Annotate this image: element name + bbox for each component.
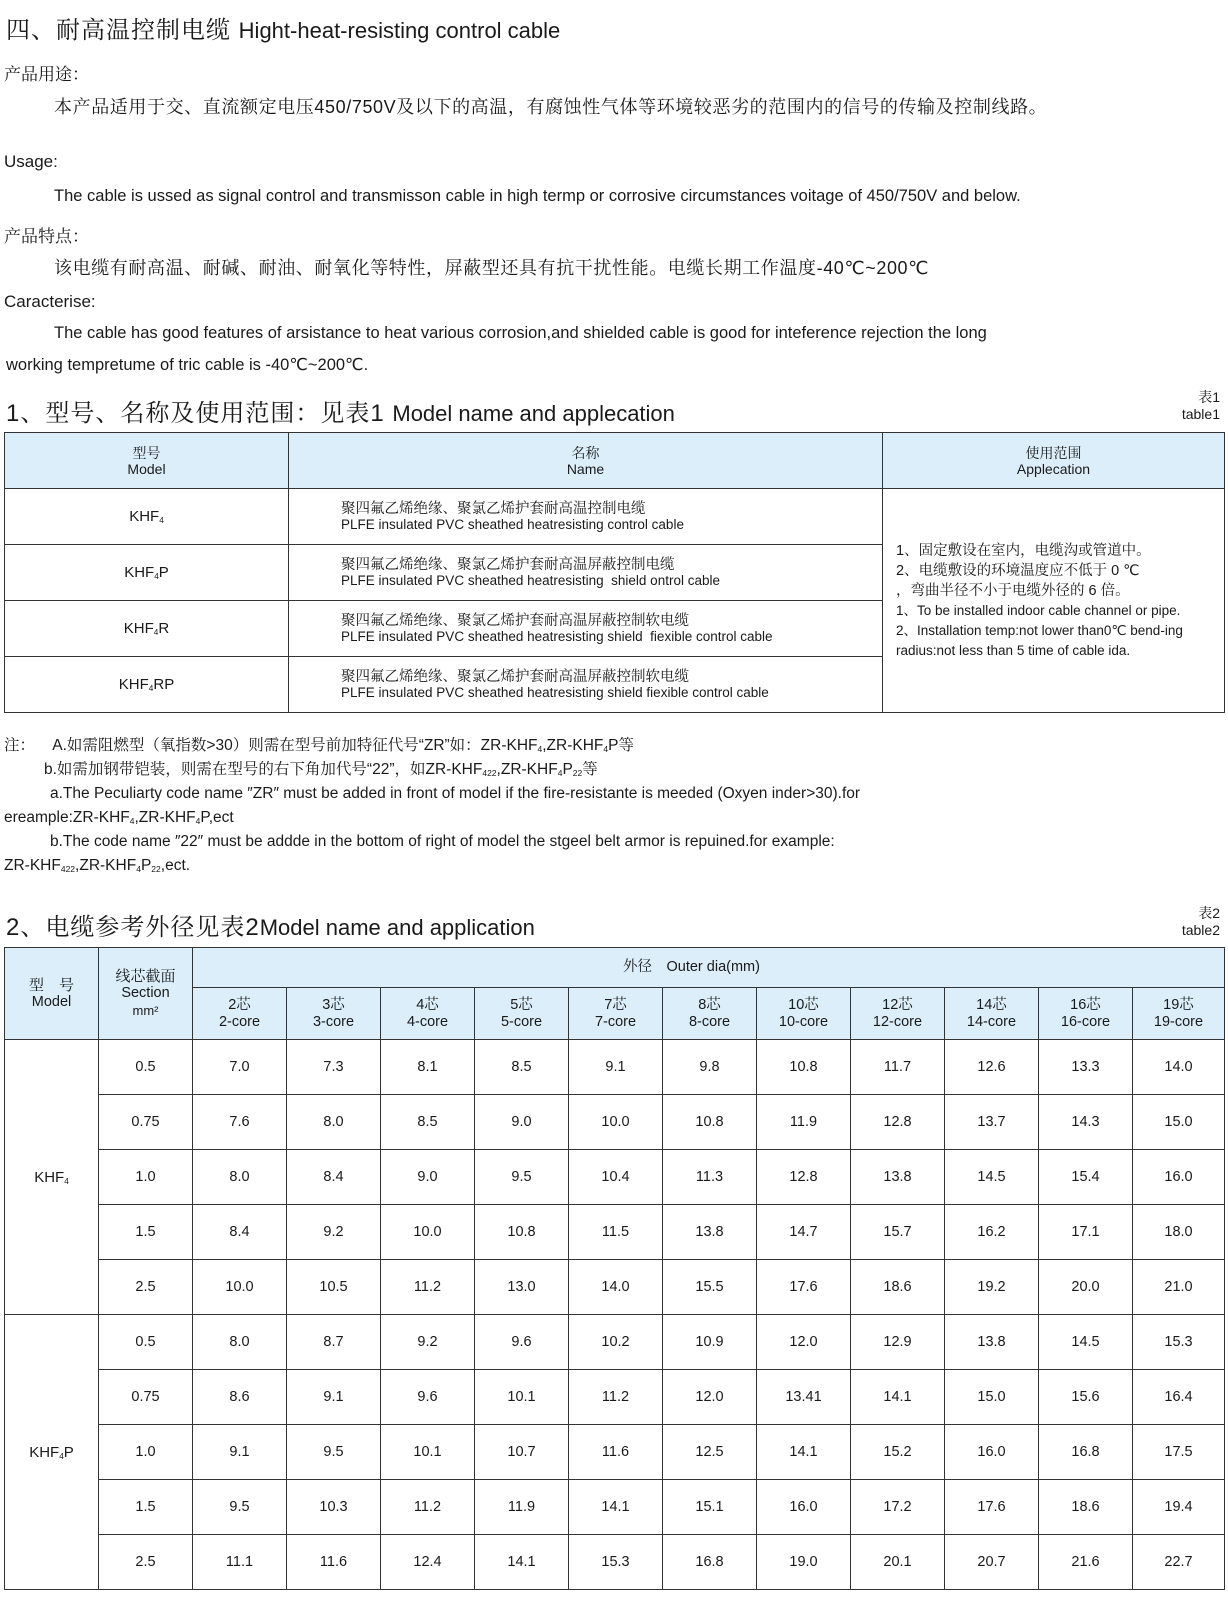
usage-text-zh: 本产品适用于交、直流额定电压450/750V及以下的高温，有腐蚀性气体等环境较恶劣的范围内的信号的传输及控制线路。 <box>54 97 1048 117</box>
diameter-cell: 16.2 <box>945 1205 1039 1260</box>
diameter-cell: 9.1 <box>569 1040 663 1095</box>
diameter-cell: 17.5 <box>1133 1425 1225 1480</box>
diameter-cell: 15.3 <box>569 1535 663 1590</box>
section-cell: 1.5 <box>99 1205 193 1260</box>
diameter-cell: 9.2 <box>381 1315 475 1370</box>
name-en: PLFE insulated PVC sheathed heatresisting shield fiexible control cable <box>341 628 773 644</box>
core-header-zh: 10芯 <box>788 996 819 1013</box>
core-header-zh: 7芯 <box>604 996 627 1013</box>
core-header <box>663 988 757 1040</box>
diameter-cell: 10.1 <box>475 1370 569 1425</box>
note-subscript: 422 <box>60 864 76 875</box>
diameter-cell: 11.2 <box>569 1370 663 1425</box>
core-header-en: 14-core <box>966 1013 1017 1030</box>
diameter-cell: 17.6 <box>945 1480 1039 1535</box>
diameter-cell: 21.6 <box>1039 1535 1133 1590</box>
diameter-cell: 8.6 <box>193 1370 287 1425</box>
table-row <box>5 1095 1225 1150</box>
notes <box>4 734 860 878</box>
note-text: ,ZR-KHF <box>75 857 137 874</box>
core-header <box>1133 988 1225 1040</box>
core-header-zh: 19芯 <box>1163 996 1194 1013</box>
diameter-cell: 12.4 <box>381 1535 475 1590</box>
diameter-cell: 10.0 <box>193 1260 287 1315</box>
usage-label-en: Usage: <box>4 152 58 171</box>
diameter-cell: 11.2 <box>381 1480 475 1535</box>
diameter-cell: 12.8 <box>851 1095 945 1150</box>
diameter-cell: 12.9 <box>851 1315 945 1370</box>
table-row <box>5 489 1225 545</box>
table-row <box>5 1535 1225 1590</box>
note-text: ,ZR-KHF <box>134 809 196 826</box>
diameter-cell: 14.0 <box>1133 1040 1225 1095</box>
diameter-cell: 13.8 <box>851 1150 945 1205</box>
diameter-cell: 15.0 <box>1133 1095 1225 1150</box>
core-header-zh: 14芯 <box>976 996 1007 1013</box>
name-en: PLFE insulated PVC sheathed heatresisting shield fiexible control cable <box>341 684 769 700</box>
diameter-cell: 9.0 <box>475 1095 569 1150</box>
model-subscript: 4 <box>154 572 159 582</box>
diameter-cell: 9.6 <box>475 1315 569 1370</box>
notes-label: 注： <box>4 737 36 754</box>
section2-heading-en: Model name and application <box>259 915 535 940</box>
name-cell <box>289 545 883 601</box>
table2-header-section <box>99 948 193 1040</box>
note-subscript: 4 <box>603 744 609 755</box>
note-text: P <box>140 857 152 874</box>
model-cell <box>5 489 289 545</box>
diameter-cell: 13.0 <box>475 1260 569 1315</box>
name-zh: 聚四氟乙烯绝缘、聚氯乙烯护套耐高温控制电缆 <box>341 500 646 517</box>
diameter-cell: 18.0 <box>1133 1205 1225 1260</box>
core-header-zh: 4芯 <box>416 996 439 1013</box>
note-text: ZR-KHF <box>4 857 61 874</box>
diameter-cell: 10.7 <box>475 1425 569 1480</box>
diameter-cell: 15.4 <box>1039 1150 1133 1205</box>
section-cell: 1.0 <box>99 1150 193 1205</box>
header-en: Applecation <box>1016 460 1091 477</box>
diameter-cell: 8.1 <box>381 1040 475 1095</box>
diameter-cell: 14.1 <box>851 1370 945 1425</box>
core-header-en: 7-core <box>594 1013 637 1030</box>
note-text: P等 <box>608 737 634 754</box>
note-subscript: 4 <box>537 744 543 755</box>
model-suffix: RP <box>153 676 175 693</box>
diameter-cell: 10.0 <box>381 1205 475 1260</box>
diameter-cell: 8.4 <box>193 1205 287 1260</box>
model-text: KHF <box>124 564 155 581</box>
diameter-cell: 15.6 <box>1039 1370 1133 1425</box>
note-b-zh <box>4 758 860 782</box>
model-cell <box>5 545 289 601</box>
diameter-cell: 12.8 <box>757 1150 851 1205</box>
model-subscript: 4 <box>64 1176 69 1186</box>
note-text: ,ZR-KHF <box>496 761 558 778</box>
application-zh-2: 2、电缆敷设的环境温度应不低于 0 ℃ <box>896 562 1140 579</box>
diameter-cell: 19.0 <box>757 1535 851 1590</box>
core-header-en: 4-core <box>406 1013 449 1030</box>
features-label-zh: 产品特点： <box>4 227 89 246</box>
table1-header-model <box>5 433 289 489</box>
diameter-cell: 11.7 <box>851 1040 945 1095</box>
diameter-cell: 14.1 <box>569 1480 663 1535</box>
diameter-cell: 17.6 <box>757 1260 851 1315</box>
section-cell: 0.5 <box>99 1040 193 1095</box>
table-row <box>5 1260 1225 1315</box>
table1-header-name <box>289 433 883 489</box>
core-header-en: 2-core <box>218 1013 261 1030</box>
core-header <box>1039 988 1133 1040</box>
note-subscript: 4 <box>557 768 563 779</box>
model-suffix: P <box>63 1443 74 1461</box>
diameter-cell: 20.0 <box>1039 1260 1133 1315</box>
diameter-cell: 9.5 <box>193 1480 287 1535</box>
diameter-cell: 19.4 <box>1133 1480 1225 1535</box>
diameter-cell: 14.1 <box>475 1535 569 1590</box>
diameter-cell: 10.2 <box>569 1315 663 1370</box>
header-en: Name <box>566 460 605 477</box>
diameter-cell: 14.7 <box>757 1205 851 1260</box>
diameter-cell: 16.0 <box>757 1480 851 1535</box>
core-header <box>569 988 663 1040</box>
diameter-cell: 10.9 <box>663 1315 757 1370</box>
core-header <box>475 988 569 1040</box>
diameter-cell: 9.8 <box>663 1040 757 1095</box>
table-row <box>5 1425 1225 1480</box>
diameter-cell: 20.1 <box>851 1535 945 1590</box>
diameter-cell: 12.0 <box>757 1315 851 1370</box>
diameter-cell: 17.1 <box>1039 1205 1133 1260</box>
core-header-en: 5-core <box>500 1013 543 1030</box>
model-text: KHF <box>118 676 149 693</box>
diameter-cell: 12.6 <box>945 1040 1039 1095</box>
model-suffix: R <box>158 620 170 637</box>
page-title <box>6 10 560 45</box>
diameter-cell: 8.0 <box>287 1095 381 1150</box>
table-row <box>5 1150 1225 1205</box>
note-text: b.如需加钢带铠装，则需在型号的右下角加代号“22”，如ZR-KHF <box>44 761 483 778</box>
note-a-en-2 <box>4 806 860 830</box>
model-subscript: 4 <box>148 684 154 694</box>
section1-heading-en: Model name and applecation <box>392 401 675 426</box>
diameter-cell: 15.3 <box>1133 1315 1225 1370</box>
table-row <box>5 1040 1225 1095</box>
core-header-en: 3-core <box>312 1013 355 1030</box>
diameter-cell: 21.0 <box>1133 1260 1225 1315</box>
note-subscript: 22 <box>572 768 583 779</box>
diameter-cell: 11.3 <box>663 1150 757 1205</box>
application-cell <box>883 489 1225 713</box>
note-a-en-1: a.The Peculiarty code name ″ZR″ must be added in front of model if the fire-resistante is meeded (Oxyen inder>30).for <box>50 785 861 802</box>
diameter-cell: 9.5 <box>287 1425 381 1480</box>
diameter-cell: 14.5 <box>1039 1315 1133 1370</box>
model-text: KHF <box>29 1443 60 1461</box>
diameter-cell: 8.0 <box>193 1150 287 1205</box>
table1-header-row <box>5 433 1225 489</box>
header-en: Model <box>127 460 166 477</box>
diameter-cell: 22.7 <box>1133 1535 1225 1590</box>
diameter-cell: 14.1 <box>757 1425 851 1480</box>
header-zh: 型号 <box>132 444 161 461</box>
note-text: ereample:ZR-KHF <box>4 809 130 826</box>
title-zh: 四、耐高温控制电缆 <box>6 17 231 44</box>
header-unit: mm² <box>132 1003 159 1018</box>
diameter-cell: 10.8 <box>663 1095 757 1150</box>
note-subscript: 4 <box>195 816 201 827</box>
diameter-cell: 10.8 <box>475 1205 569 1260</box>
model-name-table <box>4 432 1225 713</box>
model-subscript: 4 <box>153 628 159 638</box>
usage-text-en: The cable is ussed as signal control and transmisson cable in high termp or corrosive circumstances voitage of 450/750V and below. <box>54 187 1021 205</box>
model-cell <box>5 1040 99 1315</box>
diameter-cell: 16.8 <box>663 1535 757 1590</box>
core-header <box>193 988 287 1040</box>
table2-header-row-1 <box>5 948 1225 988</box>
core-header-zh: 8芯 <box>698 996 721 1013</box>
diameter-cell: 10.1 <box>381 1425 475 1480</box>
model-subscript: 4 <box>59 1451 64 1461</box>
note-b-en-2 <box>4 854 860 878</box>
section-cell: 0.75 <box>99 1370 193 1425</box>
name-en: PLFE insulated PVC sheathed heatresisting control cable <box>341 516 684 532</box>
core-header-en: 16-core <box>1060 1013 1111 1030</box>
diameter-cell: 10.5 <box>287 1260 381 1315</box>
model-cell <box>5 1315 99 1590</box>
outer-diameter-table <box>4 947 1225 1590</box>
table2-ref-zh: 表2 <box>1198 905 1220 921</box>
core-header <box>381 988 475 1040</box>
diameter-cell: 9.5 <box>475 1150 569 1205</box>
diameter-cell: 11.6 <box>569 1425 663 1480</box>
model-text: KHF <box>123 620 154 637</box>
application-en-2: 2、Installation temp:not lower than0℃ bend-ing radius:not less than 5 time of cable ida. <box>896 622 1183 658</box>
model-text: KHF <box>34 1168 65 1186</box>
note-text: P <box>562 761 573 778</box>
diameter-cell: 12.5 <box>663 1425 757 1480</box>
table-row <box>5 1315 1225 1370</box>
diameter-cell: 16.0 <box>1133 1150 1225 1205</box>
diameter-cell: 9.6 <box>381 1370 475 1425</box>
application-zh-3: ，弯曲半径不小于电缆外径的 6 倍。 <box>896 582 1130 599</box>
features-text-en-1: The cable has good features of arsistance to heat various corrosion,and shielded cable is good for inteference rejection the long <box>54 324 987 342</box>
name-zh: 聚四氟乙烯绝缘、聚氯乙烯护套耐高温屏蔽控制软电缆 <box>341 668 689 685</box>
note-subscript: 4 <box>129 816 135 827</box>
table1-ref <box>1182 389 1220 423</box>
core-header-en: 12-core <box>872 1013 923 1030</box>
table2-ref <box>1182 905 1220 939</box>
table1-header-application <box>883 433 1225 489</box>
model-text: KHF <box>129 508 160 525</box>
core-header-en: 19-core <box>1153 1013 1204 1030</box>
note-b-en-1: b.The code name ″22″ must be addde in the bottom of right of model the stgeel belt armor is repuined.for example: <box>50 833 835 850</box>
header-zh: 名称 <box>571 444 600 461</box>
core-header <box>945 988 1039 1040</box>
section1-heading <box>6 393 675 428</box>
diameter-cell: 18.6 <box>1039 1480 1133 1535</box>
note-text: A.如需阻燃型（氧指数>30）则需在型号前加特征代号“ZR”如：ZR-KHF <box>52 737 538 754</box>
diameter-cell: 11.5 <box>569 1205 663 1260</box>
core-header-zh: 2芯 <box>228 996 251 1013</box>
diameter-cell: 9.1 <box>193 1425 287 1480</box>
section-cell: 1.5 <box>99 1480 193 1535</box>
diameter-cell: 20.7 <box>945 1535 1039 1590</box>
core-header-zh: 5芯 <box>510 996 533 1013</box>
name-cell <box>289 657 883 713</box>
diameter-cell: 15.0 <box>945 1370 1039 1425</box>
usage-label-zh: 产品用途： <box>4 65 89 84</box>
diameter-cell: 7.6 <box>193 1095 287 1150</box>
diameter-cell: 17.2 <box>851 1480 945 1535</box>
core-header-zh: 12芯 <box>882 996 913 1013</box>
table1-ref-en: table1 <box>1181 406 1220 422</box>
note-text: P,ect <box>200 809 234 826</box>
diameter-cell: 13.8 <box>663 1205 757 1260</box>
table2-header-outer-dia: 外径 Outer dia(mm) <box>193 948 1225 988</box>
header-zh: 使用范围 <box>1025 444 1082 461</box>
diameter-cell: 7.0 <box>193 1040 287 1095</box>
model-cell <box>5 657 289 713</box>
diameter-cell: 15.5 <box>663 1260 757 1315</box>
core-header-en: 10-core <box>778 1013 829 1030</box>
note-subscript: 422 <box>482 768 497 779</box>
diameter-cell: 10.4 <box>569 1150 663 1205</box>
diameter-cell: 10.8 <box>757 1040 851 1095</box>
diameter-cell: 11.9 <box>757 1095 851 1150</box>
features-text-en-2: working tempretume of tric cable is -40℃~200℃. <box>6 356 369 374</box>
core-header-zh: 16芯 <box>1070 996 1101 1013</box>
diameter-cell: 10.0 <box>569 1095 663 1150</box>
core-header <box>851 988 945 1040</box>
model-suffix: P <box>158 564 169 581</box>
note-text: ,ect. <box>160 857 191 874</box>
section1-heading-zh: 1、型号、名称及使用范围：见表1 <box>6 400 385 427</box>
table-row <box>5 1205 1225 1260</box>
table-row <box>5 1480 1225 1535</box>
diameter-cell: 16.0 <box>945 1425 1039 1480</box>
diameter-cell: 13.41 <box>757 1370 851 1425</box>
section-cell: 2.5 <box>99 1260 193 1315</box>
features-label-en: Caracterise: <box>4 292 96 311</box>
diameter-cell: 14.5 <box>945 1150 1039 1205</box>
diameter-cell: 19.2 <box>945 1260 1039 1315</box>
note-a-zh <box>4 734 860 758</box>
diameter-cell: 9.2 <box>287 1205 381 1260</box>
core-header <box>287 988 381 1040</box>
features-text-zh: 该电缆有耐高温、耐碱、耐油、耐氧化等特性，屏蔽型还具有抗干扰性能。电缆长期工作温度-40℃~200℃ <box>54 258 929 278</box>
note-subscript: 4 <box>136 864 141 875</box>
section-cell: 1.0 <box>99 1425 193 1480</box>
core-header <box>757 988 851 1040</box>
diameter-cell: 11.2 <box>381 1260 475 1315</box>
name-cell <box>289 601 883 657</box>
diameter-cell: 13.3 <box>1039 1040 1133 1095</box>
name-zh: 聚四氟乙烯绝缘、聚氯乙烯护套耐高温屏蔽控制电缆 <box>341 556 675 573</box>
header-zh: 线芯截面 <box>115 968 176 985</box>
name-cell <box>289 489 883 545</box>
diameter-cell: 13.8 <box>945 1315 1039 1370</box>
section-cell: 0.75 <box>99 1095 193 1150</box>
diameter-cell: 12.0 <box>663 1370 757 1425</box>
diameter-cell: 16.8 <box>1039 1425 1133 1480</box>
diameter-cell: 11.9 <box>475 1480 569 1535</box>
diameter-cell: 16.4 <box>1133 1370 1225 1425</box>
note-text: ,ZR-KHF <box>542 737 604 754</box>
title-en: Hight-heat-resisting control cable <box>238 18 561 43</box>
diameter-cell: 11.6 <box>287 1535 381 1590</box>
diameter-cell: 9.0 <box>381 1150 475 1205</box>
diameter-cell: 15.7 <box>851 1205 945 1260</box>
table-row <box>5 1370 1225 1425</box>
diameter-cell: 9.1 <box>287 1370 381 1425</box>
diameter-cell: 15.1 <box>663 1480 757 1535</box>
diameter-cell: 10.3 <box>287 1480 381 1535</box>
core-header-en: 8-core <box>688 1013 731 1030</box>
diameter-cell: 13.7 <box>945 1095 1039 1150</box>
diameter-cell: 15.2 <box>851 1425 945 1480</box>
section2-heading-zh: 2、电缆参考外径见表2 <box>6 914 260 941</box>
model-subscript: 4 <box>159 516 164 526</box>
diameter-cell: 14.0 <box>569 1260 663 1315</box>
header-zh: 型 号 <box>28 976 74 994</box>
note-text: 等 <box>582 761 598 778</box>
section2-heading <box>6 907 535 942</box>
note-subscript: 22 <box>151 864 161 875</box>
table2-ref-en: table2 <box>1181 922 1220 938</box>
diameter-cell: 11.1 <box>193 1535 287 1590</box>
section-cell: 2.5 <box>99 1535 193 1590</box>
diameter-cell: 7.3 <box>287 1040 381 1095</box>
model-cell <box>5 601 289 657</box>
table2-header-model <box>5 948 99 1040</box>
name-en: PLFE insulated PVC sheathed heatresisting shield ontrol cable <box>341 572 720 588</box>
table1-ref-zh: 表1 <box>1198 389 1220 405</box>
name-zh: 聚四氟乙烯绝缘、聚氯乙烯护套耐高温屏蔽控制软电缆 <box>341 612 689 629</box>
diameter-cell: 8.5 <box>475 1040 569 1095</box>
diameter-cell: 18.6 <box>851 1260 945 1315</box>
diameter-cell: 8.0 <box>193 1315 287 1370</box>
diameter-cell: 14.3 <box>1039 1095 1133 1150</box>
application-en-1: 1、To be installed indoor cable channel or pipe. <box>896 602 1181 618</box>
diameter-cell: 8.4 <box>287 1150 381 1205</box>
core-header-zh: 3芯 <box>322 996 345 1013</box>
diameter-cell: 8.5 <box>381 1095 475 1150</box>
header-en: Model <box>31 993 72 1010</box>
diameter-cell: 8.7 <box>287 1315 381 1370</box>
header-en: Section <box>121 985 170 1001</box>
application-zh-1: 1、固定敷设在室内，电缆沟或管道中。 <box>896 542 1151 559</box>
section-cell: 0.5 <box>99 1315 193 1370</box>
